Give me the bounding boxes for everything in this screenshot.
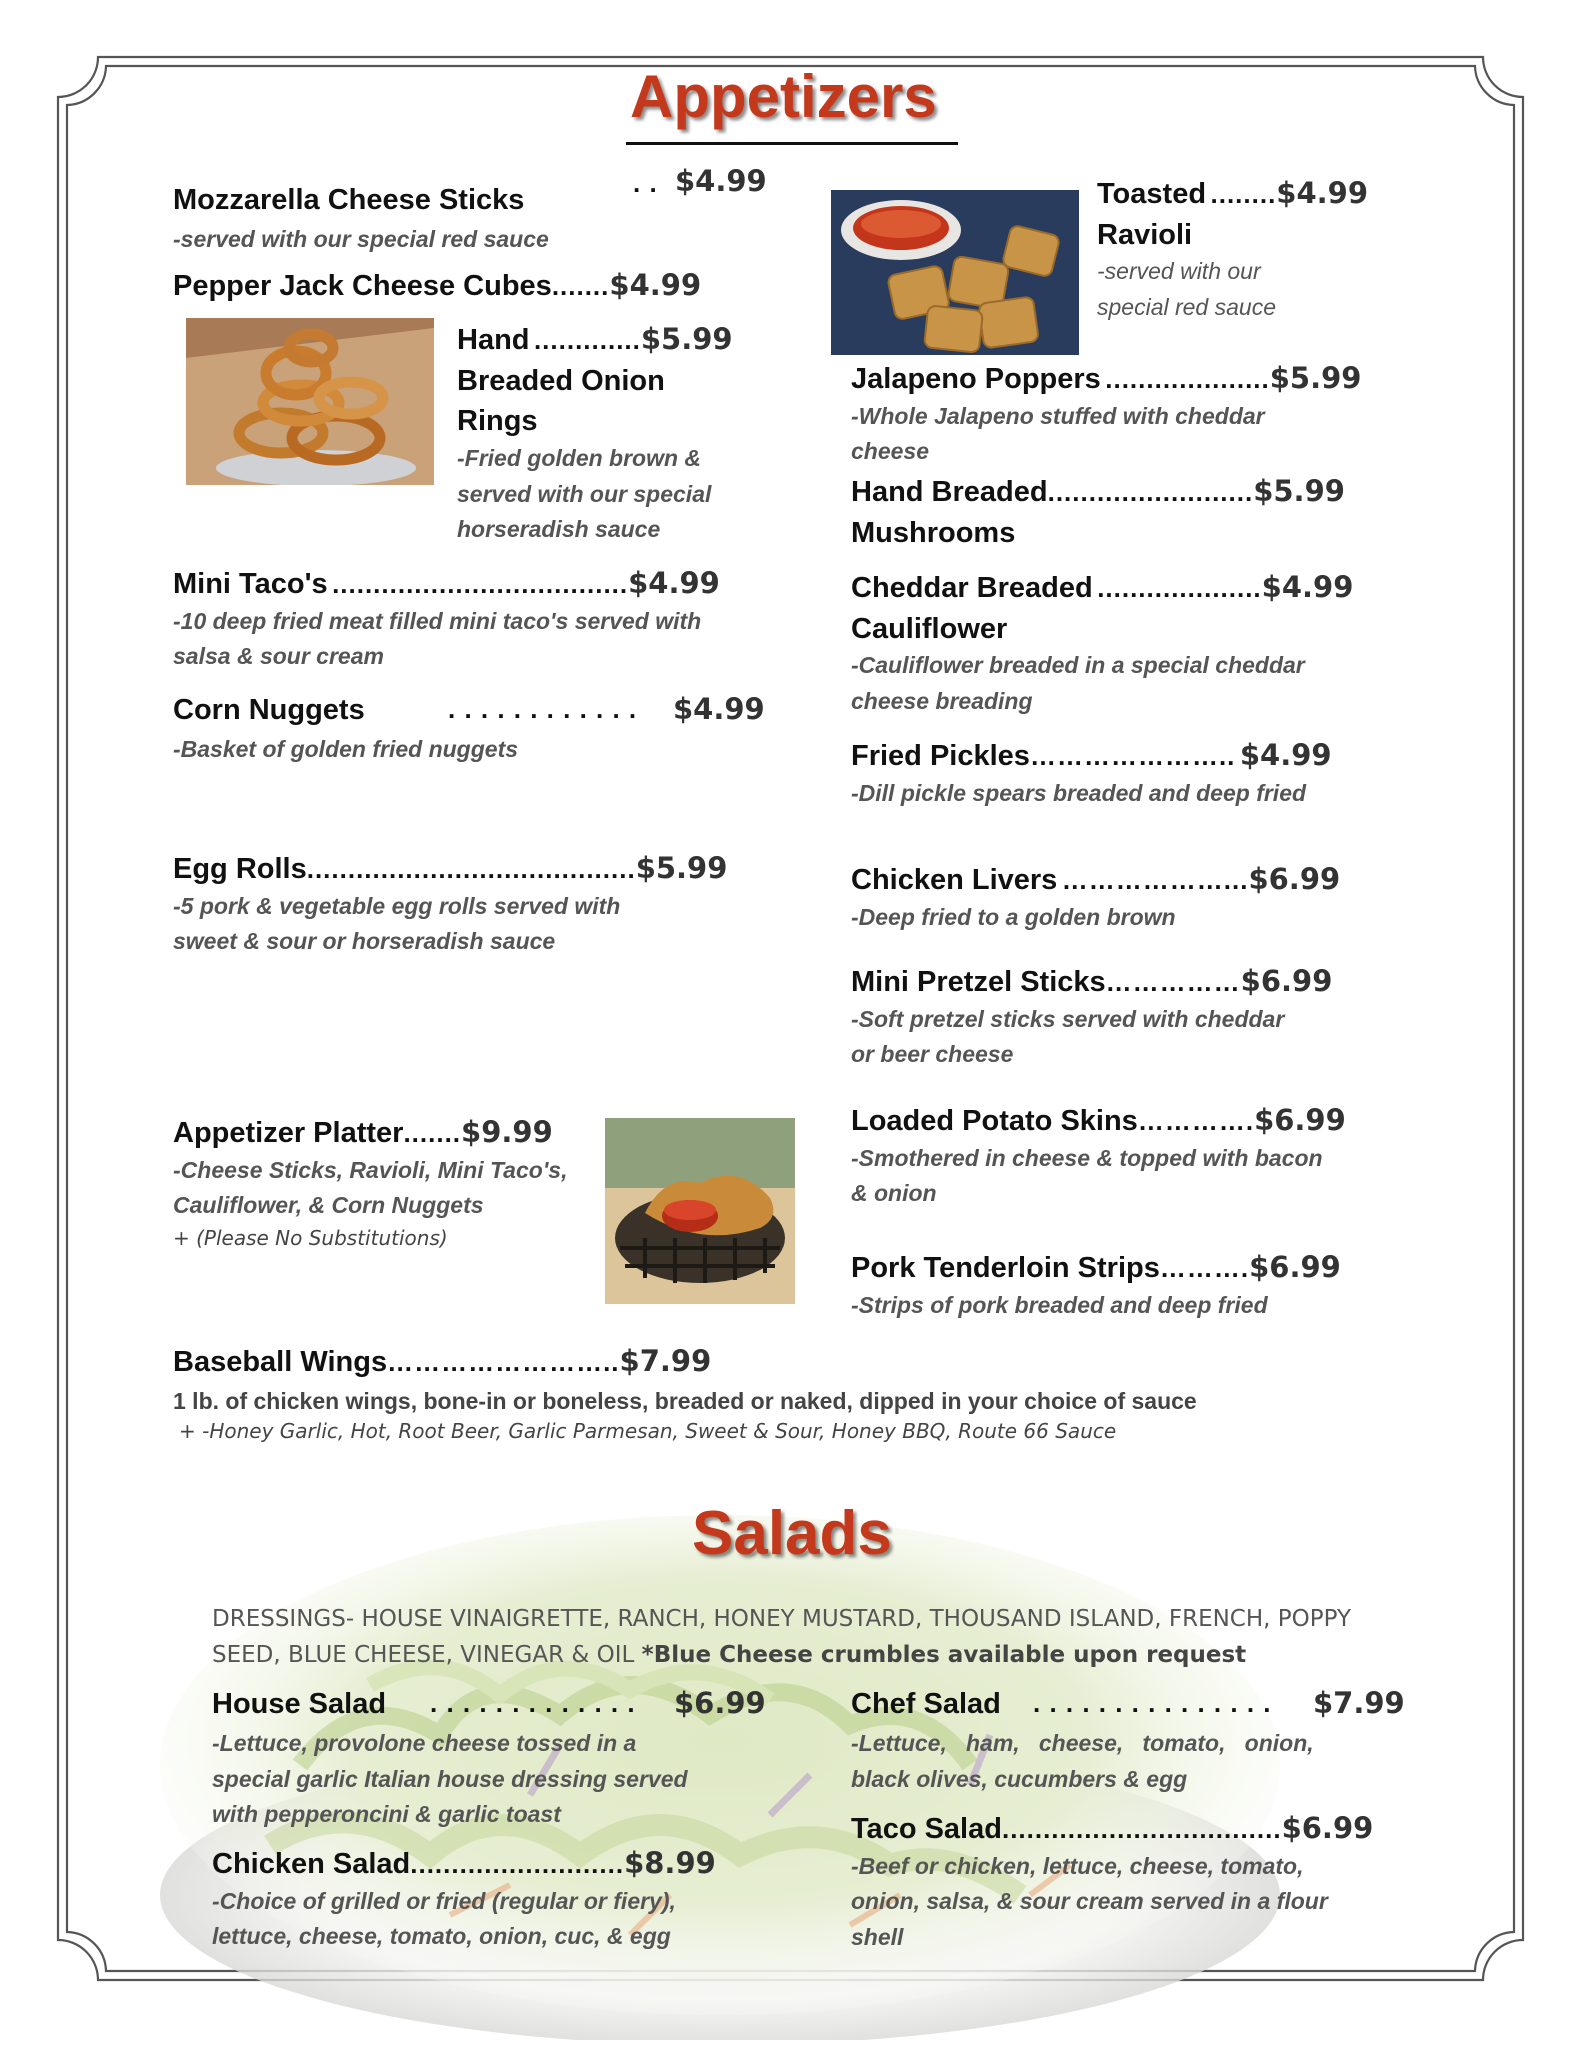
item-price: $5.99 [1253,474,1345,508]
item-dots: .................................. [1001,1814,1282,1844]
item-dots: ………………... [1061,865,1249,895]
menu-item-mini-pretzel-sticks [851,964,1451,1073]
item-dots: …………………….. [387,1347,620,1377]
item-description: -Soft pretzel sticks served with cheddar [851,1005,1285,1032]
item-description: -served with our [1097,258,1261,285]
item-dots: . . . . . . . . . . . . . . . [1033,1688,1272,1718]
item-dots: ....... [551,271,610,301]
item-dots: ....... [403,1118,462,1148]
item-price: $4.99 [673,692,765,726]
item-name: Pepper Jack Cheese Cubes [173,270,552,302]
item-description-line-2: special red sauce [1097,294,1276,321]
item-description: -served with our special red sauce [173,226,549,252]
item-price: $4.99 [1261,570,1354,604]
menu-item-egg-rolls [173,851,813,960]
item-description-line-2: cheese [851,438,930,465]
item-price: $7.99 [619,1344,712,1378]
onion-rings-photo [186,318,434,485]
menu-item-corn-nuggets [173,692,813,768]
item-description-line-2: & onion [851,1180,937,1207]
item-description: -Whole Jalapeno stuffed with cheddar [851,402,1265,429]
item-dots: .......................... [410,1849,625,1879]
menu-item-loaded-potato-skins [851,1103,1451,1212]
item-name: Mini Taco's [173,568,328,600]
menu-item-house-salad [212,1686,772,1833]
menu-item-hand-breaded-mushrooms [851,474,1451,552]
wing-sauces: + -Honey Garlic, Hot, Root Beer, Garlic Parmesan, Sweet & Sour, Honey BBQ, Route 66 Sauce [179,1418,1117,1443]
item-dots: …………… [1105,967,1241,997]
item-price: $4.99 [1276,176,1369,210]
item-description-line-3: with pepperoncini & garlic toast [212,1801,561,1828]
salads-heading: Salads [692,1499,892,1568]
item-name: Loaded Potato Skins [851,1105,1138,1137]
item-description: -Basket of golden fried nuggets [173,736,519,762]
menu-item-jalapeno-poppers [851,361,1451,470]
item-name: Fried Pickles [851,740,1030,772]
item-description: -Dill pickle spears breaded and deep fried [851,779,1307,806]
menu-item-pepper-jack-cheese-cubes [173,268,701,306]
toasted-ravioli-photo [831,190,1079,355]
item-price: $6.99 [674,1686,766,1720]
item-name: Appetizer Platter [173,1117,404,1149]
menu-item-baseball-wings [173,1344,1423,1443]
item-name: Hand Breaded [851,476,1048,508]
item-price: $6.99 [1254,1103,1346,1137]
item-name: Egg Rolls [173,853,307,885]
menu-item-toasted-ravioli [1097,176,1427,326]
item-price: $8.99 [624,1846,716,1880]
item-description: -Cheese Sticks, Ravioli, Mini Taco's, [173,1156,568,1183]
menu-item-pork-tenderloin-strips [851,1250,1451,1323]
item-description: -5 pork & vegetable egg rolls served with [173,892,621,919]
menu-item-chicken-salad [212,1846,812,1955]
menu-item-mini-tacos [173,566,813,675]
item-name: House Salad [212,1688,387,1720]
item-description: -Lettuce, provolone cheese tossed in a [212,1730,637,1756]
item-description-line-2: or beer cheese [851,1041,1014,1068]
item-name: Hand [457,324,530,356]
item-price: $6.99 [1240,964,1333,998]
item-dots: . . . . . . . . . . . . . [430,1688,636,1718]
item-name: Cheddar Breaded [851,572,1093,604]
item-description-line-2: Cauliflower, & Corn Nuggets [173,1192,484,1219]
item-dots: ........ [1210,179,1277,209]
item-description-line-2: special garlic Italian house dressing served [212,1765,688,1792]
item-dots: ............. [533,325,641,355]
item-description: -Strips of pork breaded and deep fried [851,1291,1268,1318]
item-dots: ………. [1159,1253,1250,1283]
item-name: Baseball Wings [173,1346,388,1378]
item-description-line-2: onion, salsa, & sour cream served in a flour [851,1888,1328,1915]
item-description-line-3: shell [851,1923,904,1950]
appetizers-heading-underline [626,142,958,145]
item-description: -10 deep fried meat filled mini taco's served with [173,607,702,634]
item-price: $4.99 [1239,738,1332,772]
item-description: -Lettuce, ham, cheese, tomato, onion, [851,1730,1314,1756]
item-description: -Smothered in cheese & topped with bacon [851,1144,1323,1171]
menu-item-fried-pickles [851,738,1451,811]
item-price: $4.99 [675,164,767,198]
item-price: $6.99 [1249,1250,1341,1284]
item-description: -Beef or chicken, lettuce, cheese, tomato, [851,1852,1304,1879]
dressings-line-1: DRESSINGS- HOUSE VINAIGRETTE, RANCH, HONEY MUSTARD, THOUSAND ISLAND, FRENCH, POPPY [212,1606,1352,1632]
item-note: + (Please No Substitutions) [173,1225,448,1250]
item-name-line-2: Cauliflower [851,612,1008,645]
item-name: Corn Nuggets [173,694,365,726]
item-description-line-3: horseradish sauce [457,516,661,543]
item-name-line-2: Breaded Onion [457,364,665,397]
item-price: $4.99 [609,268,702,302]
menu-item-chef-salad [851,1686,1431,1797]
item-name: Taco Salad [851,1813,1002,1845]
item-dots: ......................... [1047,477,1254,507]
dressings-note: *Blue Cheese crumbles available upon request [641,1641,1247,1668]
item-name-line-2: Ravioli [1097,218,1193,251]
menu-item-mozzarella-cheese-sticks [173,164,793,258]
item-price: $7.99 [1313,1686,1405,1720]
item-name-line-3: Rings [457,405,538,438]
item-dots: ………………….. [1029,741,1236,771]
menu-item-appetizer-platter [173,1115,613,1250]
item-name: Mozzarella Cheese Sticks [173,184,525,216]
item-dots: . . . . . . . . . . . . [448,694,638,724]
item-name: Chicken Livers [851,864,1058,896]
item-description-line-2: cheese breading [851,688,1033,715]
item-price: $4.99 [628,566,720,600]
item-description-line-2: black olives, cucumbers & egg [851,1765,1188,1792]
item-name: Chef Salad [851,1688,1001,1720]
menu-item-chicken-livers [851,862,1451,935]
item-description-line-2: lettuce, cheese, tomato, onion, cuc, & egg [212,1923,671,1950]
item-description: -Choice of grilled or fried (regular or fiery), [212,1887,676,1914]
item-name: Pork Tenderloin Strips [851,1252,1160,1284]
menu-item-cheddar-breaded-cauliflower [851,570,1451,720]
item-name-line-2: Mushrooms [851,516,1016,549]
item-dots: .................... [1097,573,1262,603]
salad-dressings [212,1602,1412,1673]
item-description-line-2: salsa & sour cream [173,643,384,670]
item-price: $5.99 [1269,361,1362,395]
item-name: Chicken Salad [212,1848,411,1880]
item-dots: …………. [1137,1106,1255,1136]
appetizer-platter-photo [605,1118,795,1304]
item-price: $6.99 [1248,862,1341,896]
item-dots: ........................................ [306,854,636,884]
item-price: $5.99 [640,322,733,356]
item-price: $6.99 [1281,1811,1374,1845]
item-name: Toasted [1097,178,1207,210]
item-name: Jalapeno Poppers [851,363,1101,395]
dressings-line-2: SEED, BLUE CHEESE, VINEGAR & OIL [212,1641,635,1668]
item-dots: . . [633,168,658,198]
item-description: -Cauliflower breaded in a special cheddar [851,652,1305,679]
item-name: Mini Pretzel Sticks [851,966,1106,998]
item-description: -Fried golden brown & [457,445,702,472]
item-description-line-2: sweet & sour or horseradish sauce [173,928,556,955]
item-dots: .................... [1105,364,1270,394]
item-dots: .................................... [332,569,629,599]
item-price: $9.99 [461,1115,553,1149]
menu-item-hand-breaded-onion-rings [457,322,797,548]
item-description: -Deep fried to a golden brown [851,903,1176,930]
item-description-line-2: served with our special [457,480,712,507]
appetizers-heading: Appetizers [630,63,937,130]
menu-item-taco-salad [851,1811,1451,1956]
item-price: $5.99 [635,851,728,885]
item-description: 1 lb. of chicken wings, bone-in or boneless, breaded or naked, dipped in your choice of sauce [173,1387,1197,1414]
